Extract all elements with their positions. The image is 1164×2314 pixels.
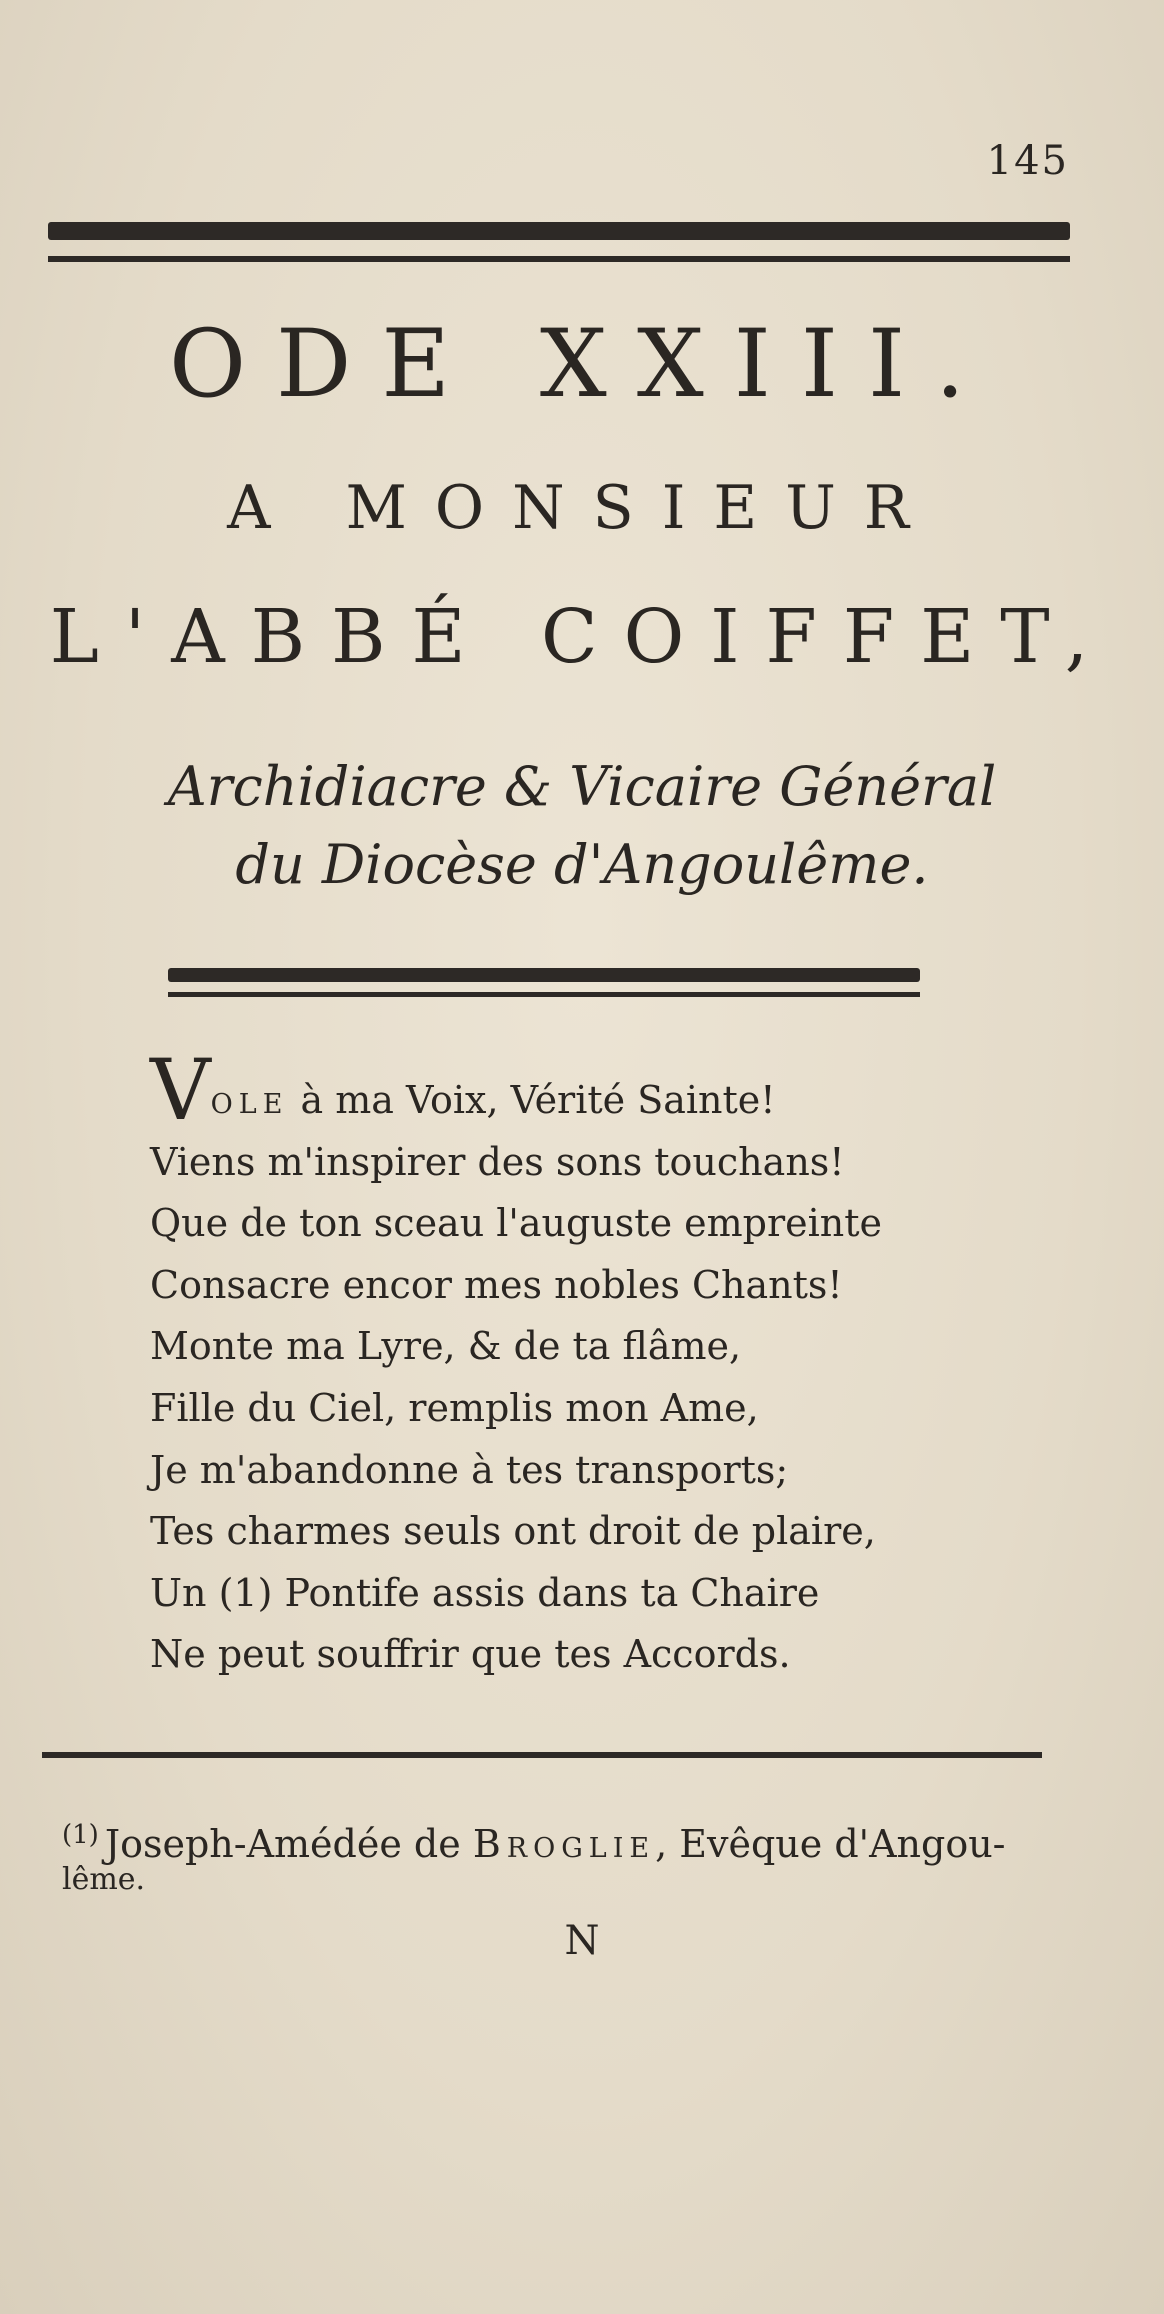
poem-line-9: Un (1) Pontife assis dans ta Chaire [150, 1570, 820, 1615]
drop-cap: V [150, 1041, 211, 1139]
footnote-continuation: lême. [62, 1861, 146, 1897]
top-rule-thin [48, 256, 1070, 262]
dedication-line-2: du Diocèse d'Angoulême. [235, 833, 929, 896]
footnote [62, 1820, 1102, 1898]
dedication-line-1: Archidiacre & Vicaire Général [167, 755, 997, 818]
footnote-text-before: Joseph-Amédée de [104, 1822, 473, 1866]
top-rule-thick [48, 222, 1070, 240]
middle-rule-thin [168, 992, 920, 997]
footnote-name: Broglie [472, 1822, 656, 1866]
poem-line-2: Viens m'inspirer des sons touchans! [150, 1139, 845, 1184]
poem-line-6: Fille du Ciel, remplis mon Ame, [150, 1385, 759, 1430]
footnote-marker: (1) [62, 1820, 99, 1850]
poem-line-5: Monte ma Lyre, & de ta flâme, [150, 1324, 742, 1369]
ode-title: ODE XXIII. [168, 310, 996, 419]
poem-line-8: Tes charmes seuls ont droit de plaire, [150, 1509, 876, 1554]
poem-line-10: Ne peut souffrir que tes Accords. [150, 1632, 791, 1677]
poem-line-3: Que de ton sceau l'auguste empreinte [150, 1201, 883, 1246]
footnote-rule [42, 1752, 1042, 1758]
poem-line-1-rest: à ma Voix, Vérité Sainte! [288, 1078, 776, 1122]
poem-line-1 [150, 1041, 1010, 1139]
poem-line-4: Consacre encor mes nobles Chants! [150, 1262, 843, 1307]
small-caps-word: ole [210, 1078, 289, 1122]
address-line: A MONSIEUR [227, 473, 937, 543]
poem-line-7: Je m'abandonne à tes transports; [150, 1447, 789, 1492]
middle-rule-thick [168, 968, 920, 982]
signature-mark: N [564, 1918, 600, 1964]
footnote-text-after: , Evêque d'Angou- [655, 1822, 1006, 1866]
recipient-name: L'ABBÉ COIFFET, [49, 594, 1115, 680]
page-number: 145 [986, 138, 1069, 184]
poem-stanza [150, 1041, 1010, 1686]
